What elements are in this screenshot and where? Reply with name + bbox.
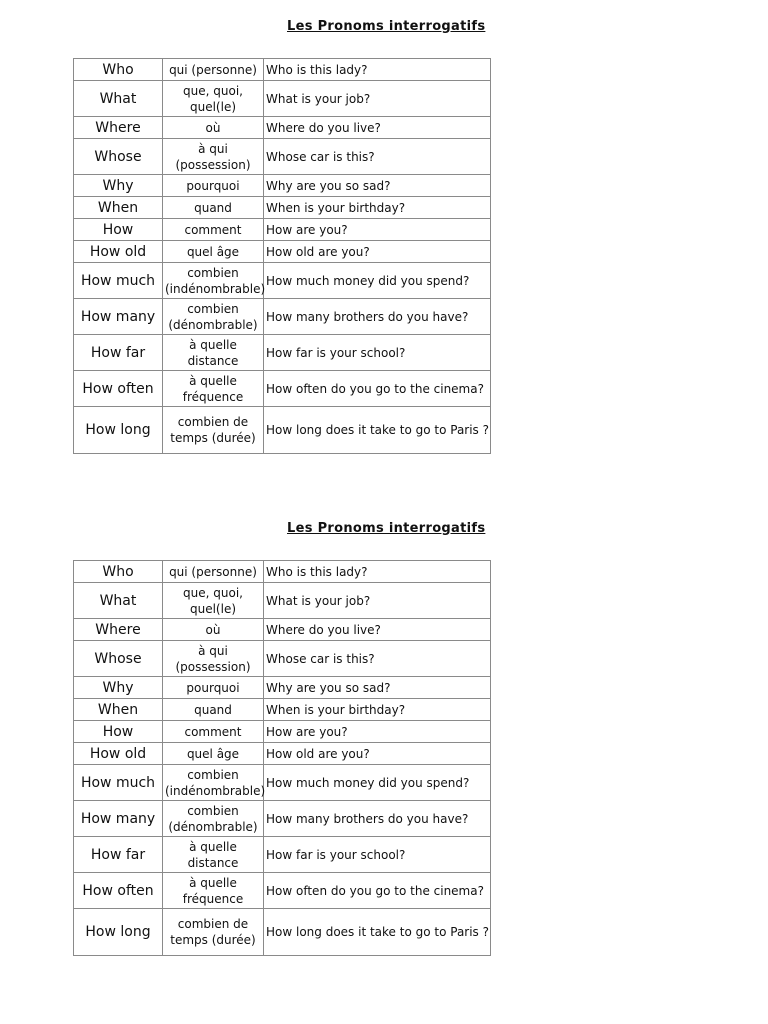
example-sentence: When is your birthday?: [264, 699, 491, 721]
example-sentence: Where do you live?: [264, 619, 491, 641]
english-pronoun: What: [74, 583, 163, 619]
example-sentence: How far is your school?: [264, 837, 491, 873]
example-sentence: How much money did you spend?: [264, 765, 491, 801]
french-translation: combien (indénombrable): [163, 263, 264, 299]
french-translation: que, quoi, quel(le): [163, 583, 264, 619]
english-pronoun: When: [74, 197, 163, 219]
french-translation: à quelle distance: [163, 335, 264, 371]
english-pronoun: How: [74, 219, 163, 241]
french-translation: à qui (possession): [163, 139, 264, 175]
table-row: [74, 619, 491, 641]
french-translation: qui (personne): [163, 561, 264, 583]
table-row: [74, 139, 491, 175]
example-sentence: How long does it take to go to Paris ?: [264, 407, 491, 454]
example-sentence: Whose car is this?: [264, 139, 491, 175]
english-pronoun: How old: [74, 743, 163, 765]
english-pronoun: Why: [74, 677, 163, 699]
french-translation: à quelle fréquence: [163, 371, 264, 407]
table-row: [74, 909, 491, 956]
english-pronoun: When: [74, 699, 163, 721]
french-translation: à qui (possession): [163, 641, 264, 677]
table-row: [74, 873, 491, 909]
english-pronoun: How often: [74, 371, 163, 407]
example-sentence: What is your job?: [264, 81, 491, 117]
english-pronoun: How many: [74, 299, 163, 335]
french-translation: quand: [163, 197, 264, 219]
table-row: [74, 765, 491, 801]
english-pronoun: How many: [74, 801, 163, 837]
french-translation: où: [163, 619, 264, 641]
example-sentence: When is your birthday?: [264, 197, 491, 219]
example-sentence: How often do you go to the cinema?: [264, 873, 491, 909]
pronouns-table: [73, 560, 491, 956]
table-row: [74, 263, 491, 299]
french-translation: où: [163, 117, 264, 139]
french-translation: pourquoi: [163, 677, 264, 699]
table-row: [74, 335, 491, 371]
table-row: [74, 837, 491, 873]
example-sentence: How are you?: [264, 219, 491, 241]
example-sentence: How many brothers do you have?: [264, 299, 491, 335]
table-row: [74, 407, 491, 454]
table-row: [74, 175, 491, 197]
table-row: [74, 583, 491, 619]
french-translation: qui (personne): [163, 59, 264, 81]
english-pronoun: Where: [74, 619, 163, 641]
table-row: [74, 299, 491, 335]
example-sentence: Who is this lady?: [264, 59, 491, 81]
example-sentence: How long does it take to go to Paris ?: [264, 909, 491, 956]
example-sentence: How many brothers do you have?: [264, 801, 491, 837]
table-row: [74, 801, 491, 837]
french-translation: comment: [163, 219, 264, 241]
english-pronoun: How: [74, 721, 163, 743]
example-sentence: How old are you?: [264, 241, 491, 263]
example-sentence: How old are you?: [264, 743, 491, 765]
example-sentence: Why are you so sad?: [264, 175, 491, 197]
english-pronoun: Why: [74, 175, 163, 197]
example-sentence: How much money did you spend?: [264, 263, 491, 299]
table-row: [74, 641, 491, 677]
english-pronoun: How much: [74, 765, 163, 801]
table-row: [74, 699, 491, 721]
french-translation: pourquoi: [163, 175, 264, 197]
french-translation: combien de temps (durée): [163, 407, 264, 454]
table-row: [74, 677, 491, 699]
english-pronoun: How old: [74, 241, 163, 263]
english-pronoun: Who: [74, 561, 163, 583]
english-pronoun: How long: [74, 407, 163, 454]
english-pronoun: How long: [74, 909, 163, 956]
english-pronoun: How far: [74, 335, 163, 371]
french-translation: combien (dénombrable): [163, 801, 264, 837]
french-translation: à quelle distance: [163, 837, 264, 873]
example-sentence: What is your job?: [264, 583, 491, 619]
english-pronoun: Whose: [74, 641, 163, 677]
table-row: [74, 81, 491, 117]
example-sentence: Why are you so sad?: [264, 677, 491, 699]
page-title: Les Pronoms interrogatifs: [287, 19, 486, 34]
example-sentence: Where do you live?: [264, 117, 491, 139]
page-title: Les Pronoms interrogatifs: [287, 521, 486, 536]
english-pronoun: What: [74, 81, 163, 117]
french-translation: combien (dénombrable): [163, 299, 264, 335]
example-sentence: How often do you go to the cinema?: [264, 371, 491, 407]
pronouns-table: [73, 58, 491, 454]
example-sentence: How are you?: [264, 721, 491, 743]
french-translation: à quelle fréquence: [163, 873, 264, 909]
french-translation: que, quoi, quel(le): [163, 81, 264, 117]
english-pronoun: Where: [74, 117, 163, 139]
table-row: [74, 721, 491, 743]
example-sentence: Whose car is this?: [264, 641, 491, 677]
table-row: [74, 371, 491, 407]
french-translation: quand: [163, 699, 264, 721]
table-row: [74, 197, 491, 219]
example-sentence: Who is this lady?: [264, 561, 491, 583]
table-row: [74, 219, 491, 241]
english-pronoun: Whose: [74, 139, 163, 175]
french-translation: quel âge: [163, 743, 264, 765]
table-row: [74, 59, 491, 81]
english-pronoun: How often: [74, 873, 163, 909]
english-pronoun: How far: [74, 837, 163, 873]
table-row: [74, 743, 491, 765]
french-translation: combien de temps (durée): [163, 909, 264, 956]
example-sentence: How far is your school?: [264, 335, 491, 371]
french-translation: comment: [163, 721, 264, 743]
french-translation: combien (indénombrable): [163, 765, 264, 801]
table-row: [74, 117, 491, 139]
english-pronoun: Who: [74, 59, 163, 81]
table-row: [74, 241, 491, 263]
french-translation: quel âge: [163, 241, 264, 263]
english-pronoun: How much: [74, 263, 163, 299]
table-row: [74, 561, 491, 583]
